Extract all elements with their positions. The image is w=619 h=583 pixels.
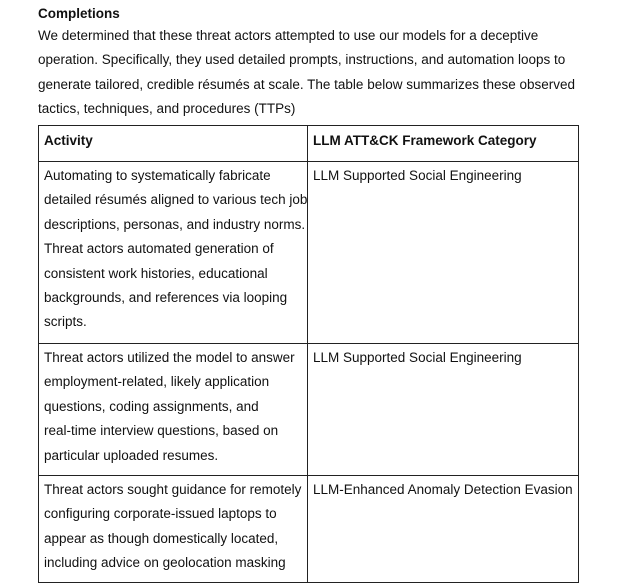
section-heading: Completions <box>38 6 120 21</box>
activity-line: including advice on geolocation masking <box>44 555 286 571</box>
ttp-table <box>38 125 579 583</box>
activity-line: appear as though domestically located, <box>44 530 279 546</box>
activity-line: scripts. <box>44 314 87 330</box>
intro-line: tactics, techniques, and procedures (TTPs) <box>38 101 296 117</box>
activity-line: employment-related, likely application <box>44 374 270 390</box>
activity-line: Automating to systematically fabricate <box>44 168 271 183</box>
intro-line: generate tailored, credible résumés at scale. The table below summarizes these observed <box>38 76 576 92</box>
category-cell: LLM Supported Social Engineering <box>308 344 579 476</box>
activity-line: detailed résumés aligned to various tech job <box>44 192 308 208</box>
activity-line: Threat actors sought guidance for remotely <box>44 482 302 497</box>
activity-line: configuring corporate-issued laptops to <box>44 506 277 522</box>
category-cell: LLM-Enhanced Anomaly Detection Evasion <box>308 476 579 583</box>
activity-line: questions, coding assignments, and <box>44 398 259 414</box>
activity-line: backgrounds, and references via looping <box>44 290 288 306</box>
activity-line: particular uploaded resumes. <box>44 447 219 463</box>
table-row <box>39 162 579 344</box>
intro-line: operation. Specifically, they used detailed prompts, instructions, and automation loops to <box>38 52 566 68</box>
table-header-row <box>39 126 579 162</box>
activity-line: Threat actors automated generation of <box>44 241 274 257</box>
intro-paragraph <box>38 24 578 122</box>
table-row <box>39 476 579 583</box>
activity-cell <box>39 344 308 476</box>
activity-line: Threat actors utilized the model to answer <box>44 350 295 365</box>
column-header-category: LLM ATT&CK Framework Category <box>308 126 579 162</box>
activity-line: descriptions, personas, and industry norms. <box>44 216 306 232</box>
intro-line: We determined that these threat actors attempted to use our models for a deceptive <box>38 28 539 43</box>
column-header-activity: Activity <box>39 126 308 162</box>
activity-line: real-time interview questions, based on <box>44 423 279 439</box>
category-cell: LLM Supported Social Engineering <box>308 162 579 344</box>
activity-cell <box>39 476 308 583</box>
table-row <box>39 344 579 476</box>
activity-cell <box>39 162 308 344</box>
document-body <box>38 0 578 571</box>
activity-line: consistent work histories, educational <box>44 265 268 281</box>
